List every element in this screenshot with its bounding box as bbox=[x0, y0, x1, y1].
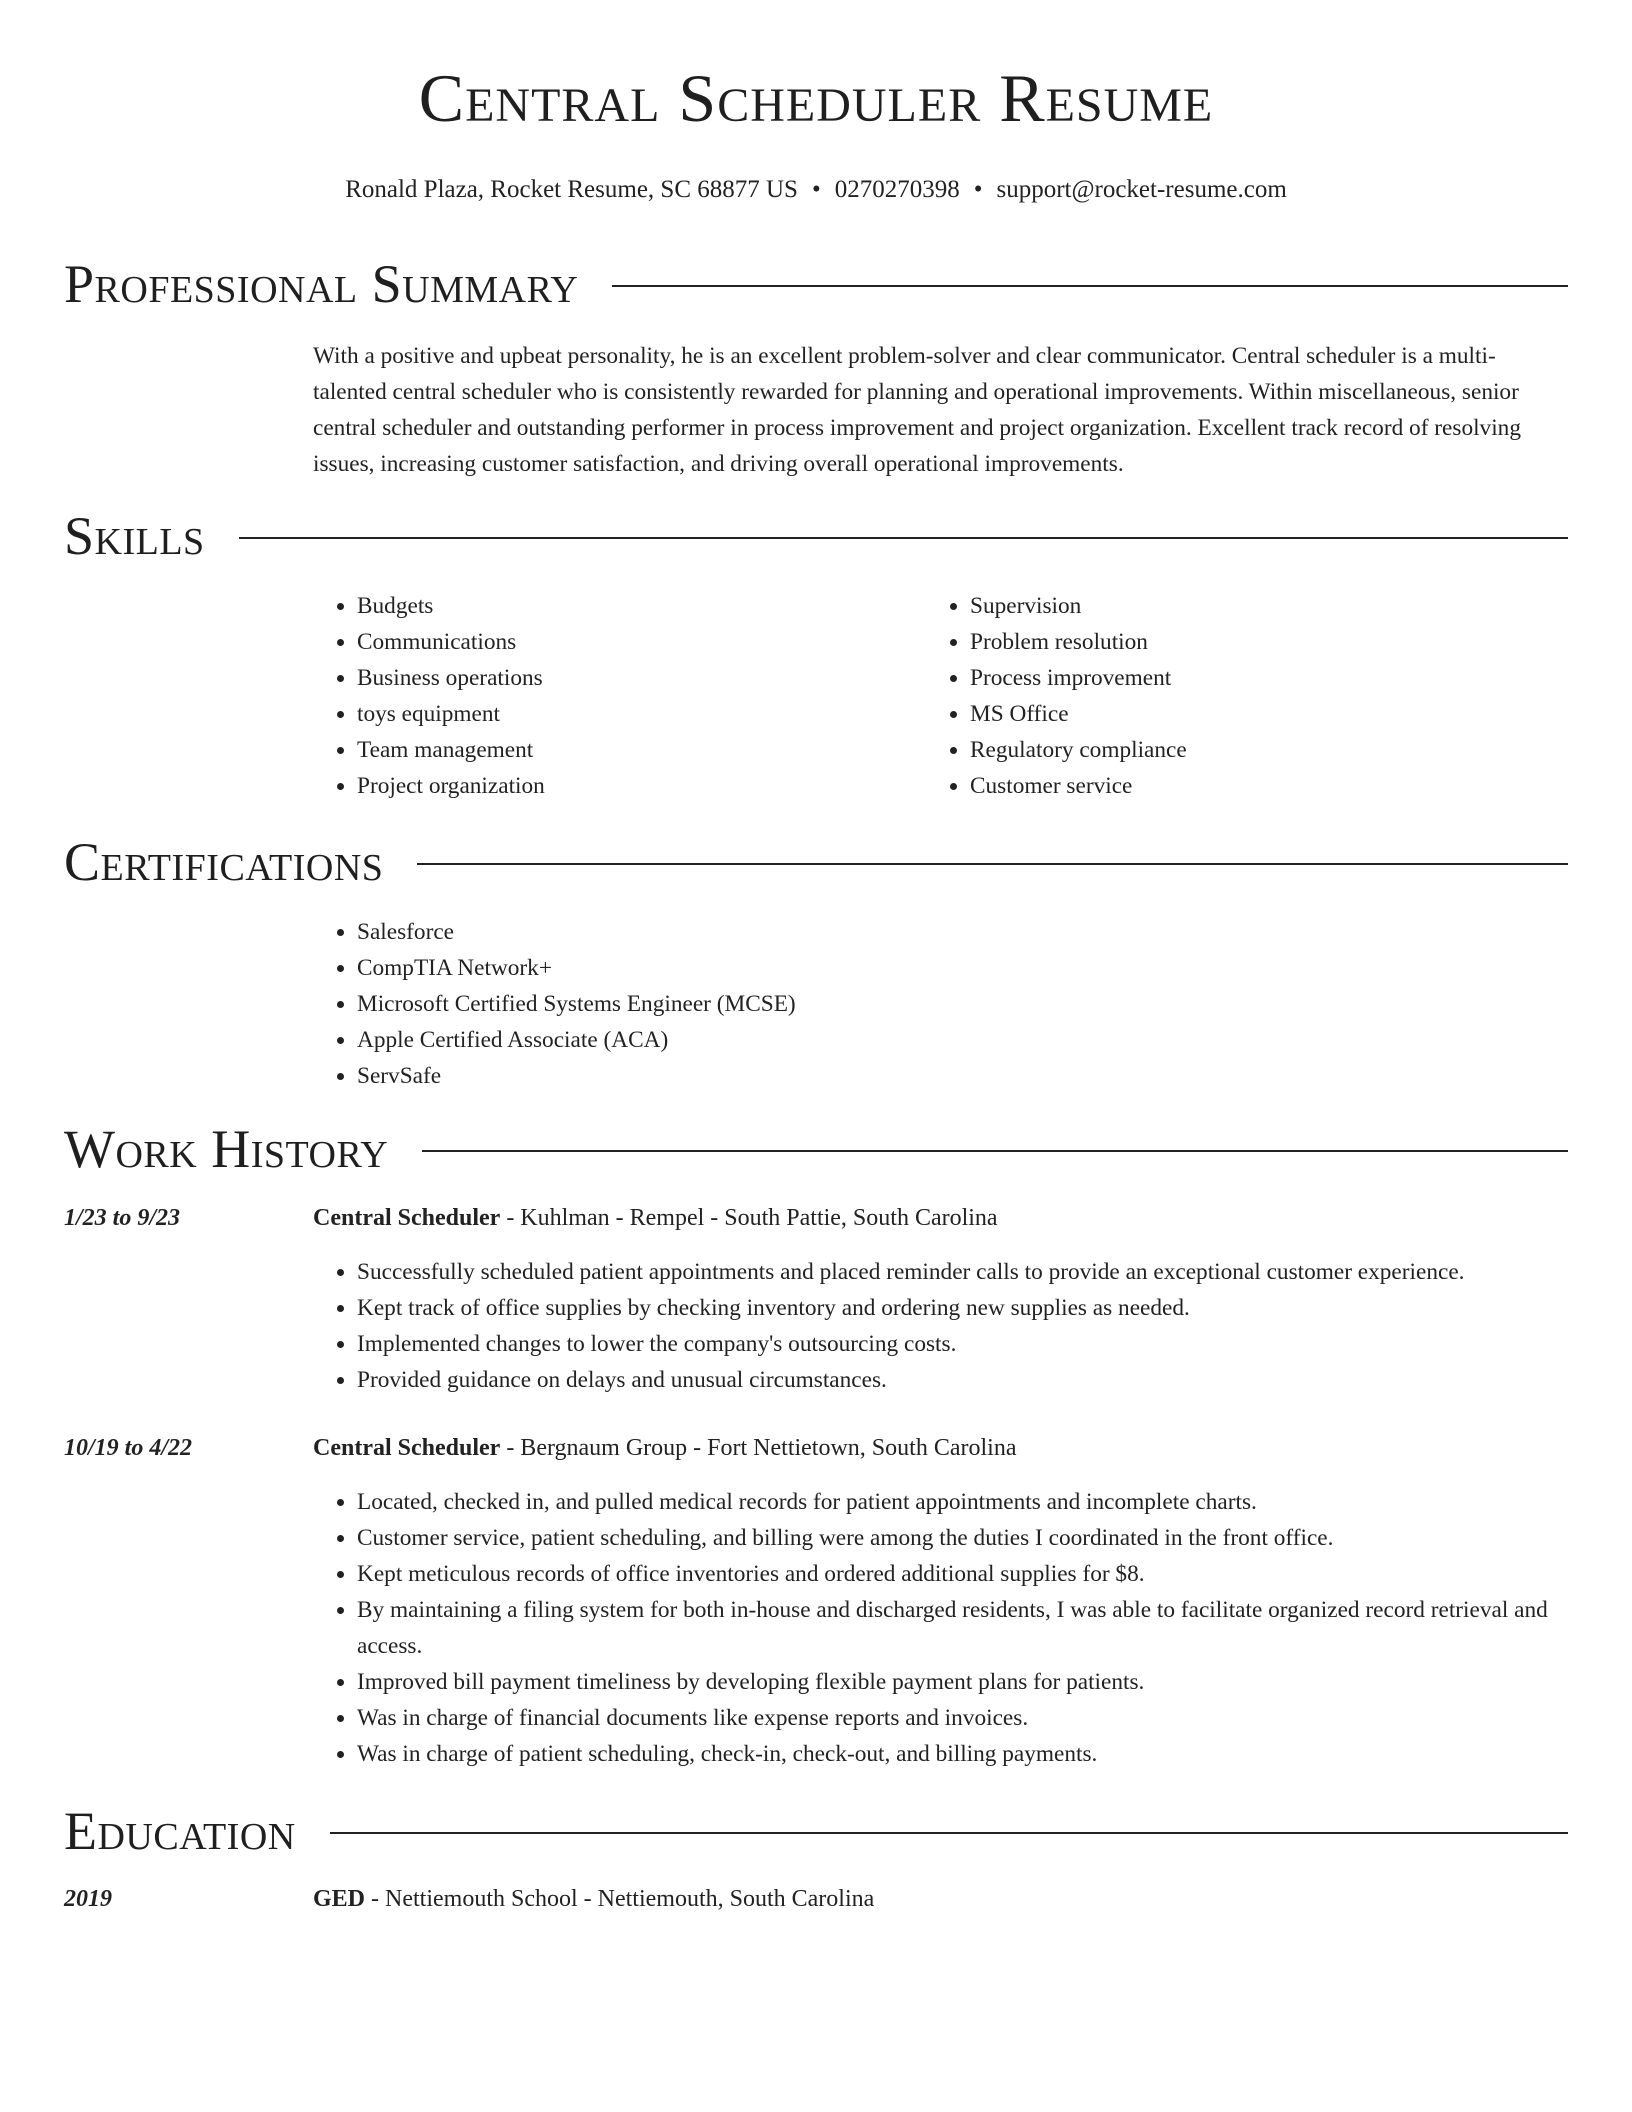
skill-item: • Process improvement bbox=[970, 660, 1530, 696]
job-bullet: • Kept track of office supplies by checking inventory and ordering new supplies as needed. bbox=[357, 1290, 1602, 1326]
section-heading-education bbox=[64, 1801, 1568, 1861]
skill-item: • Budgets bbox=[357, 588, 917, 624]
skill-item: • MS Office bbox=[970, 696, 1530, 732]
section-divider bbox=[330, 1832, 1568, 1834]
skills-heading: Skills bbox=[64, 506, 205, 566]
contact-phone: 0270270398 bbox=[834, 176, 960, 203]
summary-text: With a positive and upbeat personality, he is an excellent problem-solver and clear communicator. Central scheduler is a multi-talented central scheduler who is consistently rewarded for planning and operational improvements. Within miscellaneous, senior central scheduler and outstanding performer in process improvement and project organization. Excellent track record of resolving issues, increasing customer satisfaction, and driving overall operational improvements. bbox=[313, 343, 1521, 477]
job-title-line bbox=[313, 1430, 1016, 1466]
job-bullet: • By maintaining a filing system for both in-house and discharged residents, I was able to facilitate organized record retrieval and access. bbox=[357, 1592, 1602, 1664]
skill-item: • Communications bbox=[357, 624, 917, 660]
section-divider bbox=[239, 537, 1568, 539]
contact-separator: • bbox=[811, 176, 821, 203]
skill-item: • Supervision bbox=[970, 588, 1530, 624]
job-bullet: • Customer service, patient scheduling, and billing were among the duties I coordinated in the front office. bbox=[357, 1520, 1602, 1556]
certification-item: • ServSafe bbox=[357, 1058, 1557, 1094]
contact-address: Ronald Plaza, Rocket Resume, SC 68877 US bbox=[345, 176, 798, 203]
certification-item: • Salesforce bbox=[357, 914, 1557, 950]
education-heading: Education bbox=[64, 1801, 296, 1861]
skill-item: • Problem resolution bbox=[970, 624, 1530, 660]
resume-title: Central Scheduler Resume bbox=[418, 60, 1214, 136]
certification-item: • CompTIA Network+ bbox=[357, 950, 1557, 986]
skills-list-left bbox=[313, 588, 917, 804]
certifications-list bbox=[313, 914, 1557, 1094]
skill-item: • Project organization bbox=[357, 768, 917, 804]
job-bullet: • Successfully scheduled patient appointments and placed reminder calls to provide an exceptional customer experience. bbox=[357, 1254, 1602, 1290]
job-role: Central Scheduler bbox=[313, 1435, 501, 1461]
job-dates: 10/19 to 4/22 bbox=[64, 1435, 193, 1461]
education-degree: GED bbox=[313, 1886, 366, 1912]
section-heading-work-history bbox=[64, 1119, 1568, 1179]
skill-item: • toys equipment bbox=[357, 696, 917, 732]
certifications-heading: Certifications bbox=[64, 832, 384, 892]
job-employer: - Bergnaum Group - Fort Nettietown, South Carolina bbox=[500, 1435, 1017, 1461]
section-heading-summary bbox=[64, 254, 1568, 314]
work-history-heading: Work History bbox=[64, 1119, 389, 1179]
certification-item: • Microsoft Certified Systems Engineer (MCSE) bbox=[357, 986, 1557, 1022]
job-role: Central Scheduler bbox=[313, 1205, 501, 1231]
skill-item: • Business operations bbox=[357, 660, 917, 696]
education-line bbox=[313, 1881, 874, 1917]
job-bullet: • Implemented changes to lower the company's outsourcing costs. bbox=[357, 1326, 1602, 1362]
job-bullet: • Improved bill payment timeliness by developing flexible payment plans for patients. bbox=[357, 1664, 1602, 1700]
contact-email: support@rocket-resume.com bbox=[996, 176, 1287, 203]
education-year: 2019 bbox=[64, 1886, 112, 1912]
contact-line bbox=[0, 174, 1632, 206]
job-bullets bbox=[313, 1254, 1602, 1398]
job-bullet: • Kept meticulous records of office inventories and ordered additional supplies for $8. bbox=[357, 1556, 1602, 1592]
job-bullets bbox=[313, 1484, 1602, 1772]
job-bullet: • Was in charge of patient scheduling, check-in, check-out, and billing payments. bbox=[357, 1736, 1602, 1772]
job-bullet: • Located, checked in, and pulled medical records for patient appointments and incomplete charts. bbox=[357, 1484, 1602, 1520]
job-bullet: • Provided guidance on delays and unusual circumstances. bbox=[357, 1362, 1602, 1398]
summary-heading: Professional Summary bbox=[64, 254, 579, 314]
section-divider bbox=[612, 285, 1568, 287]
section-heading-skills bbox=[64, 506, 1568, 566]
job-title-line bbox=[313, 1200, 998, 1236]
job-bullet: • Was in charge of financial documents like expense reports and invoices. bbox=[357, 1700, 1602, 1736]
contact-separator: • bbox=[973, 176, 983, 203]
certification-item: • Apple Certified Associate (ACA) bbox=[357, 1022, 1557, 1058]
education-school: - Nettiemouth School - Nettiemouth, South Carolina bbox=[365, 1886, 875, 1912]
section-divider bbox=[417, 863, 1568, 865]
section-divider bbox=[422, 1150, 1568, 1152]
job-employer: - Kuhlman - Rempel - South Pattie, South Carolina bbox=[500, 1205, 998, 1231]
skills-list-right bbox=[926, 588, 1530, 804]
section-heading-certifications bbox=[64, 832, 1568, 892]
job-dates: 1/23 to 9/23 bbox=[64, 1205, 181, 1231]
skill-item: • Customer service bbox=[970, 768, 1530, 804]
skill-item: • Regulatory compliance bbox=[970, 732, 1530, 768]
skill-item: • Team management bbox=[357, 732, 917, 768]
